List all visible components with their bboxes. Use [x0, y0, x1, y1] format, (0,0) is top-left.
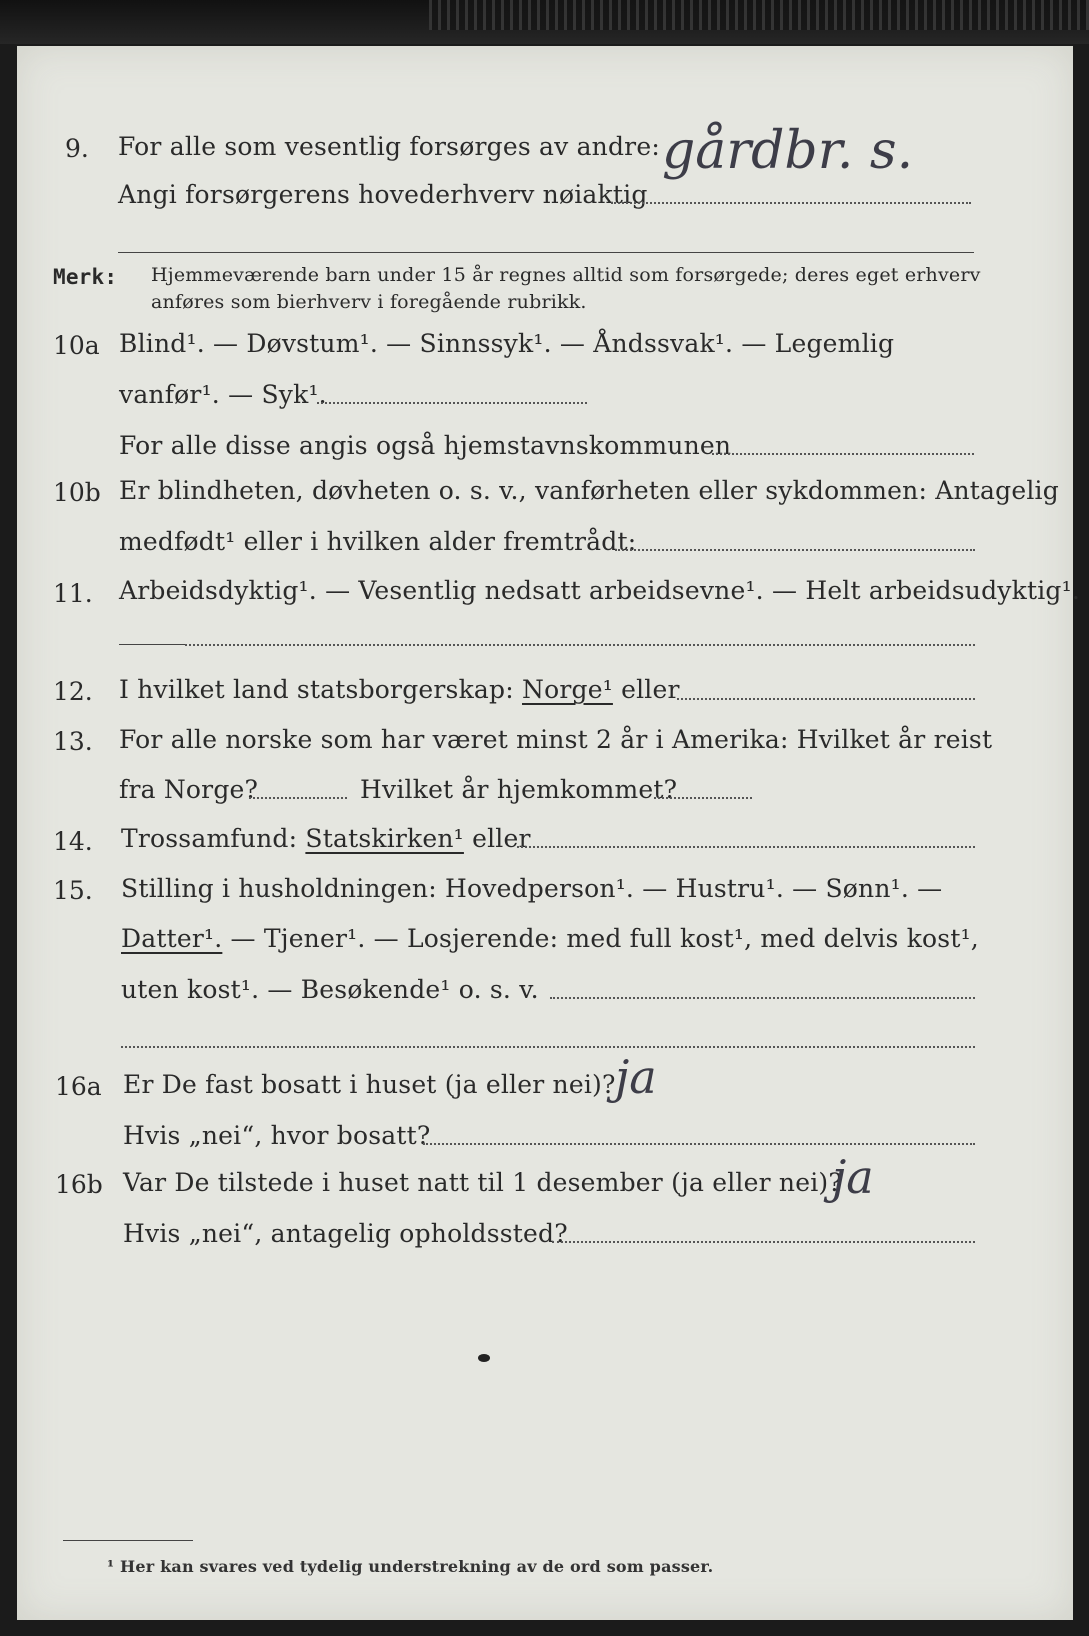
merk-line2: anføres som bierhverv i foregående rubrikk. — [151, 291, 587, 313]
q15-extra-line — [121, 1046, 975, 1048]
q15-underlined-answer: Datter¹. — [121, 924, 223, 953]
q16b-line1: Var De tilstede i huset natt til 1 desember (ja eller nei)? — [123, 1168, 842, 1197]
merk-line1: Hjemmeværende barn under 15 år regnes alltid som forsørgede; deres eget erhverv — [151, 264, 981, 286]
q16a-line1: Er De fast bosatt i huset (ja eller nei)? — [123, 1070, 616, 1099]
q9-line2: Angi forsørgerens hovederhverv nøiaktig — [118, 180, 648, 209]
q16b-number: 16b — [55, 1170, 103, 1199]
q16a-answer-line — [423, 1143, 975, 1145]
footnote — [107, 1552, 713, 1582]
q13-line1: For alle norske som har været minst 2 år i Amerika: Hvilket år reist — [119, 725, 993, 754]
q13-departure-year-line — [249, 797, 347, 799]
ink-dot — [478, 1354, 490, 1362]
q10a-line2: vanfør¹. — Syk¹. — [119, 380, 327, 409]
q16b-answer-line — [552, 1241, 975, 1243]
q10a-answer-line — [317, 402, 587, 404]
scan-border-top — [0, 0, 1089, 44]
q14-underlined-answer: Statskirken¹ — [305, 824, 464, 853]
q11-number: 11. — [53, 579, 93, 608]
q12-line — [119, 675, 680, 705]
footnote-mark: ¹ — [107, 1557, 115, 1576]
q11-line1: Arbeidsdyktig¹. — Vesentlig nedsatt arbeidsevne¹. — Helt arbeidsudyktig¹. — [119, 576, 1080, 605]
q11-underline-mark — [119, 644, 185, 645]
scan-ruler — [429, 0, 1089, 30]
q15-answer-line — [550, 997, 975, 999]
q10b-number: 10b — [53, 478, 101, 507]
q9-line1: For alle som vesentlig forsørges av andre: — [118, 132, 660, 161]
q16b-handwritten-answer: ja — [832, 1150, 874, 1204]
footnote-text: Her kan svares ved tydelig understrekning av de ord som passer. — [120, 1557, 714, 1576]
q9-blank-line — [118, 252, 974, 253]
q13-return-year-line — [654, 797, 752, 799]
q10b-line1: Er blindheten, døvheten o. s. v., vanførheten eller sykdommen: Antagelig — [119, 476, 1059, 505]
q14-answer-line — [517, 846, 975, 848]
q12-prefix: I hvilket land statsborgerskap: — [119, 675, 514, 704]
q14-line — [121, 824, 531, 854]
q10a-line3: For alle disse angis også hjemstavnskommunen — [119, 431, 732, 460]
q10a-line1: Blind¹. — Døvstum¹. — Sinnssyk¹. — Åndssvak¹. — Legemlig — [119, 329, 895, 358]
census-form-page — [17, 46, 1080, 1620]
q9-number: 9. — [65, 134, 89, 163]
q15-line2 — [121, 924, 979, 954]
q15-line3: uten kost¹. — Besøkende¹ o. s. v. — [121, 975, 539, 1004]
q10b-answer-line — [615, 549, 975, 551]
merk-label: Merk: — [53, 265, 118, 289]
q15-line2-rest: — Tjener¹. — Losjerende: med full kost¹, med delvis kost¹, — [230, 924, 979, 953]
q10b-line2: medfødt¹ eller i hvilken alder fremtrådt: — [119, 527, 637, 556]
q14-suffix: eller — [472, 824, 531, 853]
q9-answer-line — [611, 202, 971, 204]
q13-line2b: Hvilket år hjemkommet? — [360, 775, 678, 804]
q10a-municipality-line — [712, 453, 974, 455]
q15-line1: Stilling i husholdningen: Hovedperson¹. — Hustru¹. — Sønn¹. — — [121, 874, 943, 903]
q12-number: 12. — [53, 677, 93, 706]
q16a-handwritten-answer: ja — [615, 1050, 657, 1104]
q14-prefix: Trossamfund: — [121, 824, 298, 853]
q14-number: 14. — [53, 827, 93, 856]
q12-answer-line — [677, 698, 975, 700]
q11-answer-line — [185, 644, 975, 646]
q12-suffix: eller — [621, 675, 680, 704]
q13-number: 13. — [53, 727, 93, 756]
q16a-line2: Hvis „nei“, hvor bosatt? — [123, 1121, 431, 1150]
q10a-number: 10a — [53, 331, 100, 360]
q15-number: 15. — [53, 876, 93, 905]
q16a-number: 16a — [55, 1072, 102, 1101]
q16b-line2: Hvis „nei“, antagelig opholdssted? — [123, 1219, 568, 1248]
q12-underlined-answer: Norge¹ — [522, 675, 613, 704]
footnote-rule — [63, 1540, 193, 1541]
q13-line2a: fra Norge? — [119, 775, 259, 804]
q9-handwritten-answer: gårdbr. s. — [662, 121, 914, 181]
